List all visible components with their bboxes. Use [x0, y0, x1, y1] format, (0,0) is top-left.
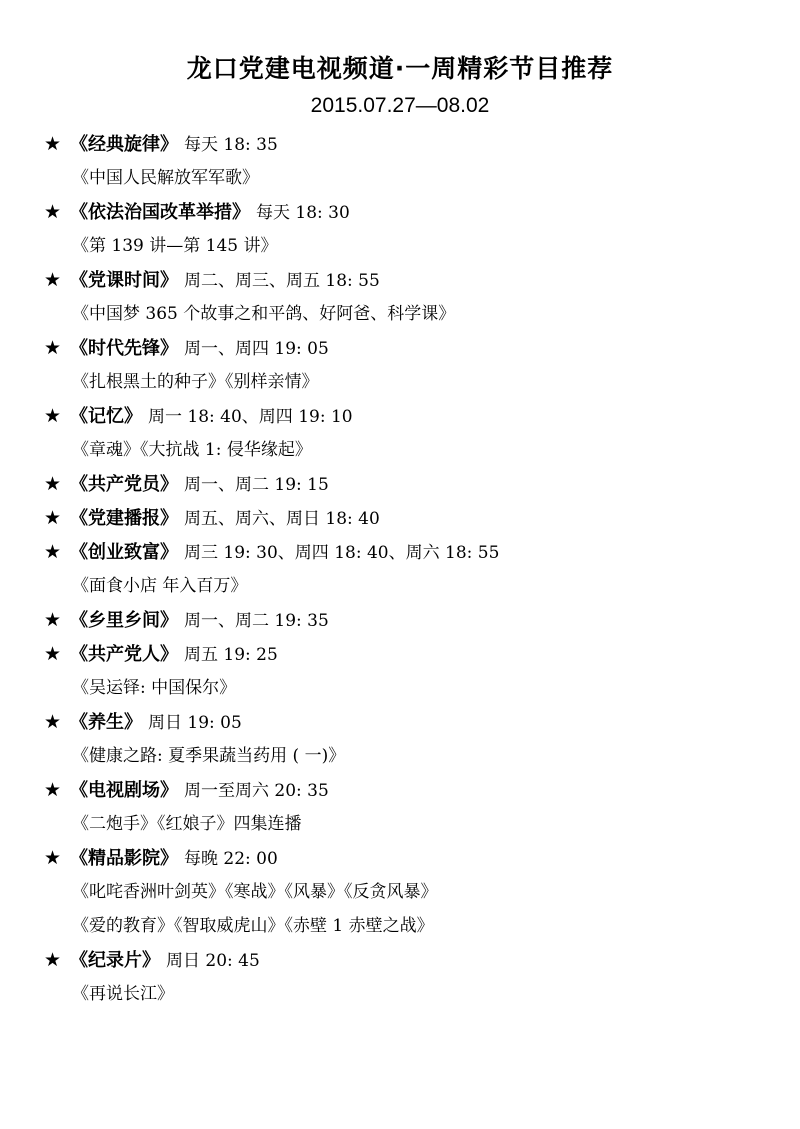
star-icon: ★	[44, 337, 62, 359]
star-icon: ★	[44, 507, 62, 529]
document-title: 龙口党建电视频道·一周精彩节目推荐	[186, 54, 614, 83]
program-schedule: 周一至周六 20: 35	[184, 781, 329, 801]
program-schedule: 周日 19: 05	[148, 713, 242, 733]
program-list	[44, 127, 784, 1011]
program-detail: 《面食小店 年入百万》	[72, 576, 248, 596]
program-name: 《共产党人》	[70, 644, 178, 665]
program-name: 《电视剧场》	[70, 780, 178, 801]
program-detail: 《扎根黑土的种子》《别样亲情》	[72, 372, 319, 392]
star-icon: ★	[44, 949, 62, 971]
program-name: 《时代先锋》	[70, 338, 178, 359]
program-heading	[44, 501, 784, 535]
program-name: 《创业致富》	[70, 542, 178, 563]
program-item	[44, 603, 784, 637]
program-heading	[44, 467, 784, 501]
program-item	[44, 331, 784, 399]
program-detail: 《吴运铎: 中国保尔》	[72, 678, 237, 698]
program-detail: 《叱咤香洲叶剑英》《寒战》《风暴》《反贪风暴》	[72, 882, 438, 902]
program-name: 《党课时间》	[70, 270, 178, 291]
program-item	[44, 399, 784, 467]
program-detail: 《爱的教育》《智取威虎山》《赤壁 1 赤壁之战》	[72, 916, 434, 936]
program-name: 《养生》	[70, 712, 142, 733]
program-detail: 《中国人民解放军军歌》	[72, 168, 259, 188]
program-item	[44, 535, 784, 603]
program-item	[44, 705, 784, 773]
program-item	[44, 467, 784, 501]
program-heading	[44, 603, 784, 637]
program-schedule: 每天 18: 30	[256, 203, 350, 223]
program-heading	[44, 841, 784, 875]
star-icon: ★	[44, 643, 62, 665]
program-heading	[44, 535, 784, 569]
program-heading	[44, 399, 784, 433]
program-item	[44, 841, 784, 943]
program-heading	[44, 127, 784, 161]
program-schedule: 周五、周六、周日 18: 40	[184, 509, 380, 529]
program-detail: 《再说长江》	[72, 984, 174, 1004]
star-icon: ★	[44, 133, 62, 155]
program-detail: 《健康之路: 夏季果蔬当药用 ( 一)》	[72, 746, 346, 766]
program-name: 《乡里乡间》	[70, 610, 178, 631]
program-item	[44, 195, 784, 263]
program-detail: 《章魂》《大抗战 1: 侵华缘起》	[72, 440, 312, 460]
program-detail: 《二炮手》《红娘子》四集连播	[72, 814, 302, 834]
program-item	[44, 637, 784, 705]
program-name: 《党建播报》	[70, 508, 178, 529]
program-heading	[44, 705, 784, 739]
star-icon: ★	[44, 201, 62, 223]
program-heading	[44, 195, 784, 229]
program-heading	[44, 943, 784, 977]
program-schedule: 周二、周三、周五 18: 55	[184, 271, 380, 291]
star-icon: ★	[44, 847, 62, 869]
program-schedule: 周五 19: 25	[184, 645, 278, 665]
program-schedule: 每晚 22: 00	[184, 849, 278, 869]
program-item	[44, 263, 784, 331]
star-icon: ★	[44, 779, 62, 801]
program-schedule: 周一、周二 19: 35	[184, 611, 329, 631]
date-range: 2015.07.27—08.02	[310, 94, 490, 117]
program-name: 《精品影院》	[70, 848, 178, 869]
program-name: 《记忆》	[70, 406, 142, 427]
document-header	[0, 52, 800, 120]
program-name: 《共产党员》	[70, 474, 178, 495]
program-item	[44, 501, 784, 535]
program-detail: 《第 139 讲—第 145 讲》	[72, 236, 278, 256]
program-heading	[44, 263, 784, 297]
program-item	[44, 127, 784, 195]
star-icon: ★	[44, 405, 62, 427]
program-heading	[44, 773, 784, 807]
program-detail: 《中国梦 365 个故事之和平鸽、好阿爸、科学课》	[72, 304, 456, 324]
star-icon: ★	[44, 609, 62, 631]
program-schedule: 周一、周四 19: 05	[184, 339, 329, 359]
program-name: 《经典旋律》	[70, 134, 178, 155]
star-icon: ★	[44, 711, 62, 733]
program-item	[44, 943, 784, 1011]
program-schedule: 周三 19: 30、周四 18: 40、周六 18: 55	[184, 543, 500, 563]
star-icon: ★	[44, 473, 62, 495]
program-item	[44, 773, 784, 841]
program-heading	[44, 637, 784, 671]
program-schedule: 周一 18: 40、周四 19: 10	[148, 407, 353, 427]
program-heading	[44, 331, 784, 365]
program-schedule: 周一、周二 19: 15	[184, 475, 329, 495]
program-schedule: 周日 20: 45	[166, 951, 260, 971]
star-icon: ★	[44, 269, 62, 291]
star-icon: ★	[44, 541, 62, 563]
program-name: 《依法治国改革举措》	[70, 202, 250, 223]
program-name: 《纪录片》	[70, 950, 160, 971]
program-schedule: 每天 18: 35	[184, 135, 278, 155]
